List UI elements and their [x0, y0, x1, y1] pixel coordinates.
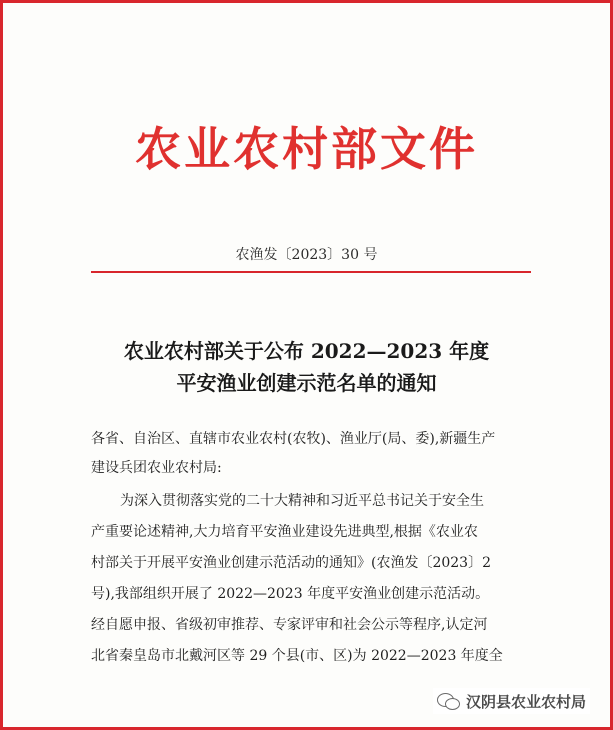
- watermark-text: 汉阴县农业农村局: [465, 692, 586, 711]
- wechat-icon: [437, 691, 461, 711]
- salutation-line-2: 建设兵团农业农村局:: [91, 460, 222, 476]
- paragraph-line-3: 村部关于开展平安渔业创建示范活动的通知》(农渔发〔2023〕2: [91, 555, 491, 571]
- notice-title-line-2: 平安渔业创建示范名单的通知: [176, 371, 437, 395]
- red-divider: [91, 271, 531, 273]
- paragraph-line-1: 为深入贯彻落实党的二十大精神和习近平总书记关于安全生: [120, 493, 484, 509]
- paragraph-line-6: 北省秦皇岛市北戴河区等 29 个县(市、区)为 2022—2023 年度全: [91, 648, 503, 664]
- source-watermark: [433, 688, 590, 714]
- notice-title-line-1: 农业农村部关于公布 2022—2023 年度: [123, 339, 490, 363]
- paragraph-line-2: 产重要论述精神,大力培育平安渔业建设先进典型,根据《农业农: [91, 524, 478, 540]
- paragraph-line-4: 号),我部组织开展了 2022—2023 年度平安渔业创建示范活动。: [91, 586, 490, 602]
- salutation-line-1: 各省、自治区、直辖市农业农村(农牧)、渔业厅(局、委),新疆生产: [91, 431, 496, 447]
- document-header-title: 农业农村部文件: [135, 122, 478, 176]
- document-number: 农渔发〔2023〕30 号: [235, 247, 378, 263]
- paragraph-line-5: 经自愿申报、省级初审推荐、专家评审和社会公示等程序,认定河: [91, 617, 488, 633]
